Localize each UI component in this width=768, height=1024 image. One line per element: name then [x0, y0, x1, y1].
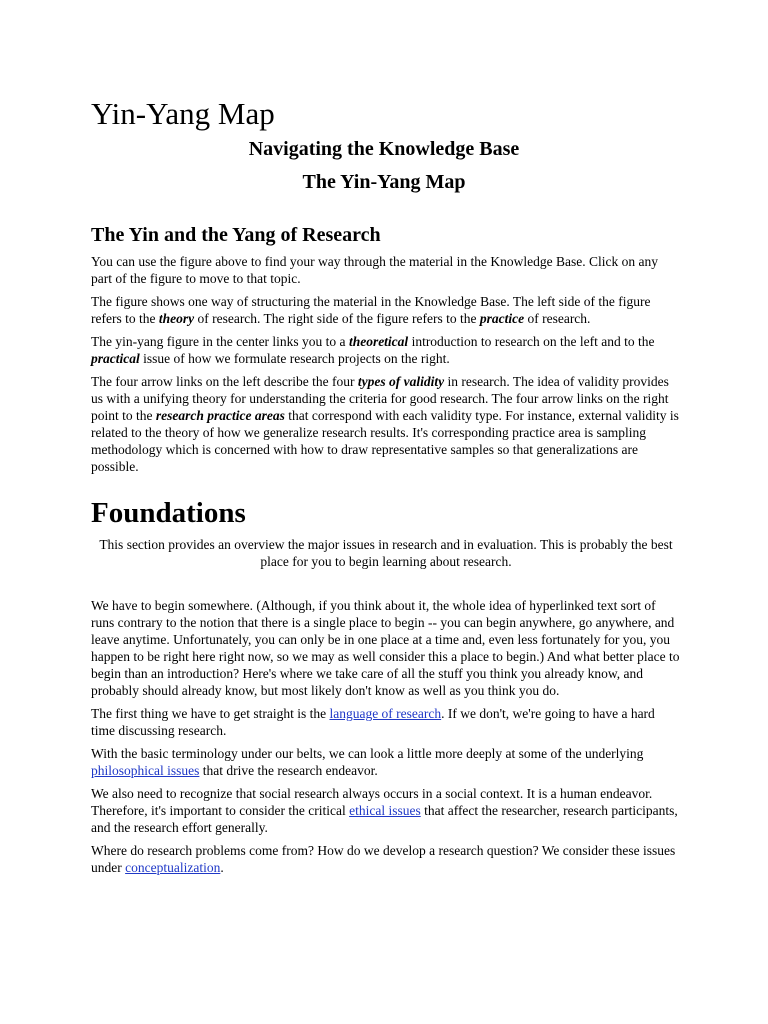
text-run: issue of how we formulate research projects on the right. [139, 351, 450, 366]
text-run: that drive the research endeavor. [199, 763, 378, 778]
text-run: in research. The idea of validity provides us with a unifying theory for understanding the criteria for good research. The four arrow links on the right point to the [91, 374, 669, 423]
foundations-heading: Foundations [91, 497, 246, 529]
emphasis-practical: practical [91, 351, 140, 366]
text-run: of research. The right side of the figure refers to the [194, 311, 480, 326]
foundations-paragraph-4 [91, 785, 681, 836]
link-language-of-research[interactable]: language of research [329, 706, 442, 721]
link-conceptualization[interactable]: conceptualization [125, 860, 221, 875]
link-ethical-issues[interactable]: ethical issues [349, 803, 421, 818]
subtitle-navigating: Navigating the Knowledge Base [248, 138, 520, 160]
link-philosophical-issues[interactable]: philosophical issues [91, 763, 200, 778]
intro-paragraph-4 [91, 373, 681, 475]
emphasis-theory: theory [158, 311, 195, 326]
text-run: Where do research problems come from? How do we develop a research question? We consider these issues under [91, 843, 676, 875]
foundations-paragraph-5 [91, 842, 681, 876]
text-run: The figure shows one way of structuring the material in the Knowledge Base. The left side of the figure refers to the [91, 294, 651, 326]
page-title: Yin-Yang Map [91, 96, 275, 131]
intro-section [91, 253, 681, 481]
text-run: that correspond with each validity type. For instance, external validity is related to the theory of how we generalize research results. It's corresponding practice area is sampling methodology which is concerned with how to draw representative samples so that generalizations are possible. [91, 408, 679, 474]
text-run: . [220, 860, 224, 875]
text-run: that affect the researcher, research participants, and the research effort generally. [91, 803, 678, 835]
text-run: With the basic terminology under our belts, we can look a little more deeply at some of the underlying [91, 746, 644, 761]
foundations-paragraph-3 [91, 745, 681, 779]
text-run: The four arrow links on the left describe the four [91, 374, 358, 389]
text-run: . If we don't, we're going to have a hard time discussing research. [91, 706, 655, 738]
emphasis-research-practice-areas: research practice areas [155, 408, 285, 423]
emphasis-practice: practice [479, 311, 525, 326]
section-heading-yin-yang: The Yin and the Yang of Research [91, 224, 381, 246]
emphasis-theoretical: theoretical [348, 334, 409, 349]
text-run: of research. [524, 311, 591, 326]
foundations-paragraph-2 [91, 705, 681, 739]
subtitle-yin-yang-map: The Yin-Yang Map [302, 171, 466, 193]
foundations-paragraph-1: We have to begin somewhere. (Although, if you think about it, the whole idea of hyperlinked text sort of runs contrary to the notion that there is a single place to begin -- you can begin anywhere, go anywhere, and leave anytime. Unfortunately, you can only be in one place at a time and, even less fortunately for you, you happen to be right here right now, so we may as well consider this a place to begin.) And what better place to begin than an introduction? Here's where we take care of all the stuff you think you already know, and probably should already know, but most likely don't know as well as you think you do. [91, 598, 680, 698]
intro-paragraph-3 [91, 333, 681, 367]
foundations-section [91, 597, 681, 882]
text-run: We also need to recognize that social research always occurs in a social context. It is a human endeavor. Therefore, it's important to consider the critical [91, 786, 653, 818]
text-run: introduction to research on the left and to the [408, 334, 655, 349]
text-run: The first thing we have to get straight is the [91, 706, 330, 721]
foundations-blurb: This section provides an overview the major issues in research and in evaluation. This is probably the best place for you to begin learning about research. [99, 537, 673, 569]
emphasis-types-of-validity: types of validity [357, 374, 445, 389]
intro-paragraph-2 [91, 293, 681, 327]
text-run: The yin-yang figure in the center links you to a [91, 334, 349, 349]
intro-paragraph-1: You can use the figure above to find your way through the material in the Knowledge Base. Click on any part of the figure to move to that topic. [91, 254, 658, 286]
